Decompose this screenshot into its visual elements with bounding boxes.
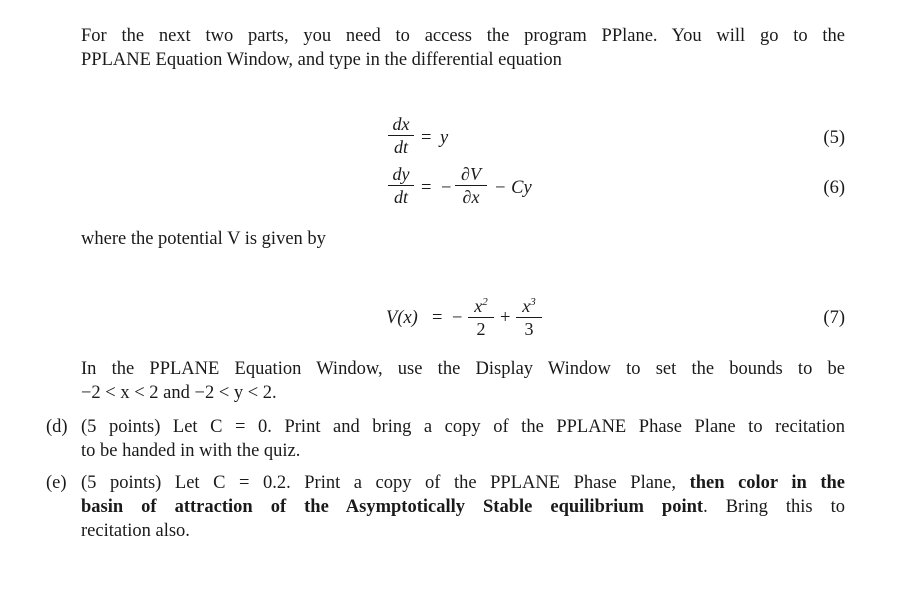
eq7-minus: − xyxy=(452,308,463,328)
eq7-frac1 xyxy=(468,292,494,339)
eq5-number: (5) xyxy=(823,128,845,148)
eq6-rhs-tail: − Cy xyxy=(494,178,532,198)
eq5-rhs: y xyxy=(440,128,449,148)
eq6-lhs-num: dy xyxy=(392,164,410,184)
eq6-rhs-num: ∂V xyxy=(461,164,481,184)
eq7-frac2-exp: 3 xyxy=(530,296,536,308)
eq5-equals: = xyxy=(421,128,432,148)
eq6-rhs-den: ∂x xyxy=(462,187,480,207)
eq5-fraction-bar xyxy=(388,135,414,136)
eq7-frac2-base: x xyxy=(522,296,531,316)
part-d-line-1: (5 points) Let C = 0. Print and bring a copy of the PPLANE Phase Plane to recitation xyxy=(81,417,845,437)
eq6-minus: − xyxy=(441,178,452,198)
eq7-frac2-den: 3 xyxy=(524,319,534,339)
eq6-lhs-den: dt xyxy=(393,187,408,207)
eq6-lhs-bar xyxy=(388,185,414,186)
intro-line-1: For the next two parts, you need to access the program PPlane. You will go to the xyxy=(81,26,845,46)
eq5-lhs-den: dt xyxy=(393,137,408,157)
eq7-equals: = xyxy=(432,308,443,328)
part-d-line-2: to be handed in with the quiz. xyxy=(81,441,301,461)
eq7-frac1-exp: 2 xyxy=(482,296,488,308)
part-e-line-3: recitation also. xyxy=(81,521,190,541)
eq7-number: (7) xyxy=(823,308,845,328)
part-e-line-1 xyxy=(81,471,845,495)
eq7-frac2-bar xyxy=(516,317,542,318)
part-d-label: (d) xyxy=(46,417,68,437)
eq6-equals: = xyxy=(421,178,432,198)
display-line-2: −2 < x < 2 and −2 < y < 2. xyxy=(81,383,277,403)
eq7-lhs: V(x) xyxy=(386,308,418,328)
part-e-label: (e) xyxy=(46,473,67,493)
eq7-frac1-num xyxy=(468,292,494,316)
display-line-1: In the PPLANE Equation Window, use the Display Window to set the bounds to be xyxy=(81,359,845,379)
eq7-frac2-num xyxy=(516,292,542,316)
intro-line-2: PPLANE Equation Window, and type in the differential equation xyxy=(81,50,562,70)
eq6-number: (6) xyxy=(823,178,845,198)
eq7-frac2 xyxy=(516,292,542,339)
part-e-line-1-bold: then color in the xyxy=(689,473,845,493)
part-e-line-2-text: . Bring this to xyxy=(703,497,845,517)
part-e-line-2 xyxy=(81,495,845,519)
eq7-frac1-bar xyxy=(468,317,494,318)
eq6-rhs-bar xyxy=(455,185,487,186)
potential-text: where the potential V is given by xyxy=(81,229,326,249)
part-e-line-2-bold: basin of attraction of the Asymptotically Stable equilibrium point xyxy=(81,497,704,517)
eq6-rhs-fraction xyxy=(455,164,487,207)
eq5-lhs-fraction xyxy=(388,114,414,157)
eq7-plus: + xyxy=(500,308,511,328)
eq5-lhs-num: dx xyxy=(392,114,410,134)
eq7-frac1-base: x xyxy=(474,296,483,316)
part-e-line-1-text: (5 points) Let C = 0.2. Print a copy of the PPLANE Phase Plane, xyxy=(81,473,677,493)
eq6-lhs-fraction xyxy=(388,164,414,207)
eq7-frac1-den: 2 xyxy=(476,319,486,339)
